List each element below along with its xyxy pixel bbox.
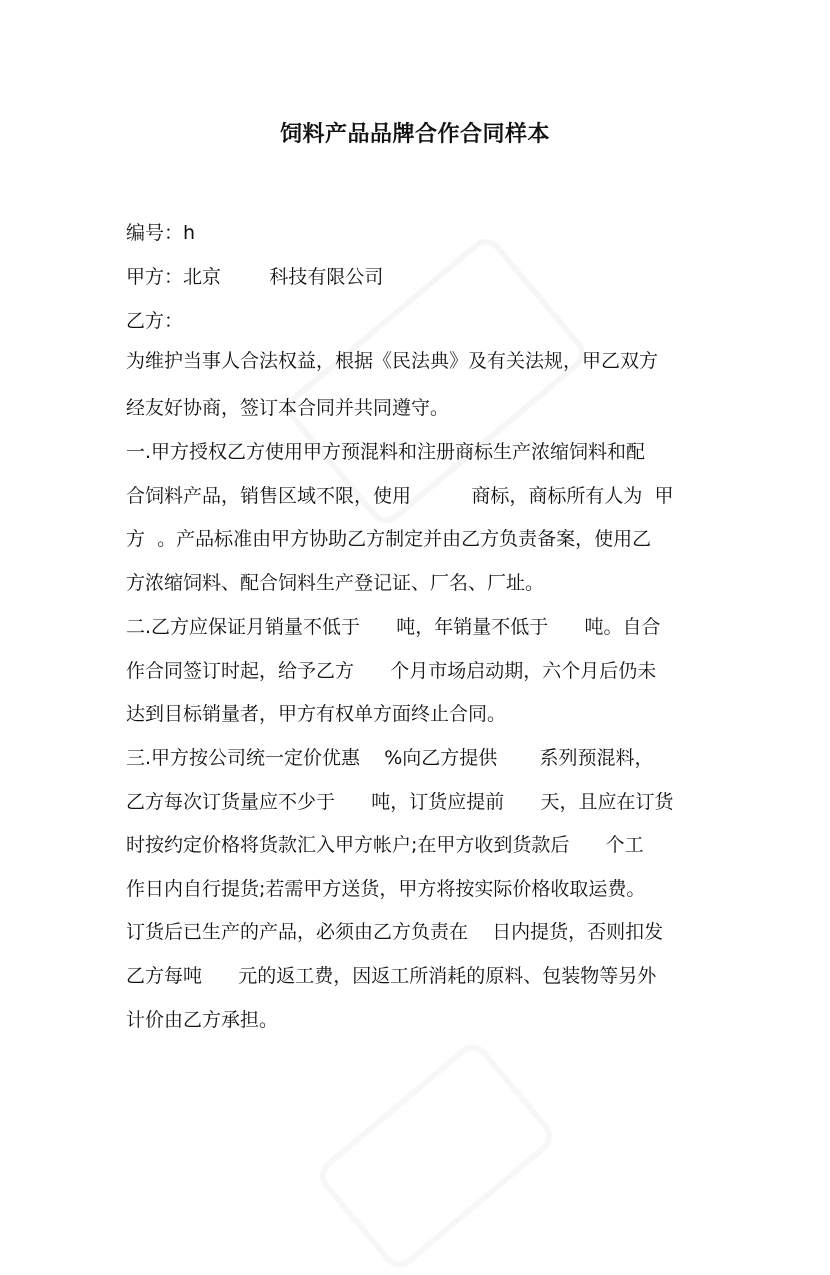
party-b: 乙方： bbox=[126, 310, 184, 332]
watermark-seal-bottom bbox=[312, 1037, 559, 1274]
clause-1-line-3: 方 。产品标准由甲方协助乙方制定并由乙方负责备案，使用乙 bbox=[126, 528, 652, 550]
contract-number: 编号：h bbox=[126, 222, 196, 244]
document-title: 饲料产品品牌合作合同样本 bbox=[279, 122, 550, 147]
clause-3-line-5: 订货后已生产的产品，必须由乙方负责在 日内提货，否则扣发 bbox=[126, 921, 664, 943]
preamble-line-2: 经友好协商，签订本合同并共同遵守。 bbox=[126, 397, 450, 419]
clause-3-line-2: 乙方每次订货量应不少于 吨，订货应提前 天，且应在订货 bbox=[126, 791, 674, 813]
clause-3-line-1: 三.甲方按公司统一定价优惠 %向乙方提供 系列预混料， bbox=[126, 747, 654, 769]
preamble-line-1: 为维护当事人合法权益，根据《民法典》及有关法规，甲乙双方 bbox=[126, 350, 659, 372]
clause-1-line-2: 合饲料产品，销售区域不限，使用 商标，商标所有人为 甲 bbox=[126, 485, 674, 507]
party-a: 甲方：北京 科技有限公司 bbox=[126, 266, 384, 288]
clause-2-line-3: 达到目标销量者，甲方有权单方面终止合同。 bbox=[126, 703, 507, 725]
clause-3-line-7: 计价由乙方承担。 bbox=[126, 1009, 279, 1031]
clause-2-line-1: 二.乙方应保证月销量不低于 吨，年销量不低于 吨。自合 bbox=[126, 616, 661, 638]
clause-1-line-4: 方浓缩饲料、配合饲料生产登记证、厂名、厂址。 bbox=[126, 572, 545, 594]
clause-3-line-6: 乙方每吨 元的返工费，因返工所消耗的原料、包装物等另外 bbox=[126, 965, 657, 987]
clause-1-line-1: 一.甲方授权乙方使用甲方预混料和注册商标生产浓缩饲料和配 bbox=[126, 441, 646, 463]
clause-2-line-2: 作合同签订时起，给予乙方 个月市场启动期，六个月后仍未 bbox=[126, 660, 657, 682]
clause-3-line-3: 时按约定价格将货款汇入甲方帐户;在甲方收到货款后 个工 bbox=[126, 834, 644, 856]
clause-3-line-4: 作日内自行提货;若需甲方送货，甲方将按实际价格收取运费。 bbox=[126, 878, 646, 900]
